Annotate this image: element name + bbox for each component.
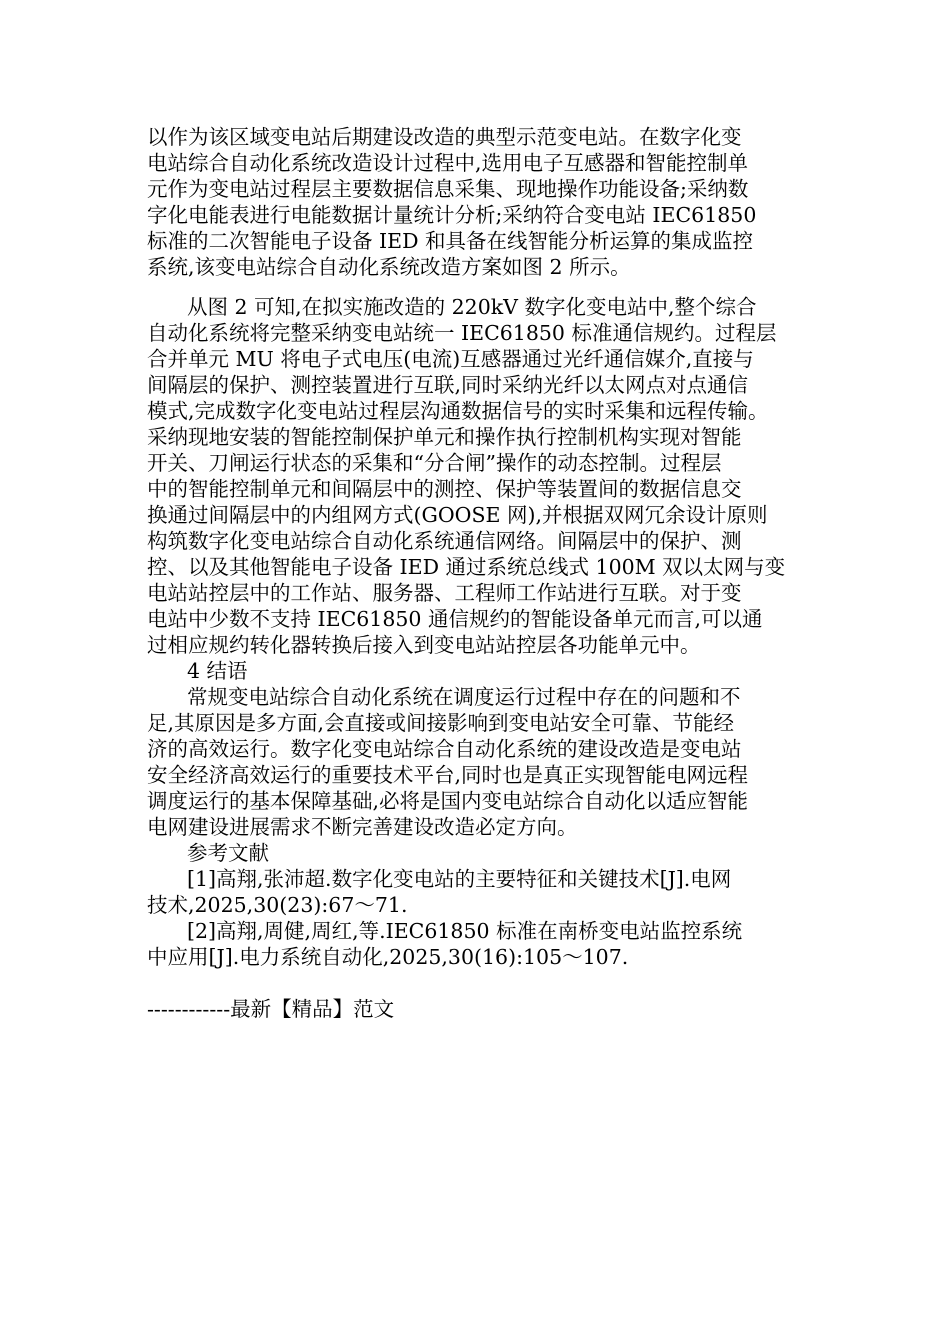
reference-item: [2]高翔,周健,周红,等.IEC61850 标准在南桥变电站监控系统 xyxy=(187,919,743,943)
text-line: 控、以及其他智能电子设备 IED 通过系统总线式 100M 双以太网与变 xyxy=(147,555,786,579)
text-line: 足,其原因是多方面,会直接或间接影响到变电站安全可靠、节能经 xyxy=(147,711,735,735)
text-line: 间隔层的保护、测控装置进行互联,同时采纳光纤以太网点对点通信 xyxy=(147,373,749,397)
reference-item: [1]高翔,张沛超.数字化变电站的主要特征和关键技术[J].电网 xyxy=(187,867,732,891)
text-line: 电站站控层中的工作站、服务器、工程师工作站进行互联。对于变 xyxy=(147,581,742,605)
text-line: 电站综合自动化系统改造设计过程中,选用电子互感器和智能控制单 xyxy=(147,151,749,175)
text-line: 标准的二次智能电子设备 IED 和具备在线智能分析运算的集成监控 xyxy=(147,229,754,253)
text-line: 元作为变电站过程层主要数据信息采集、现地操作功能设备;采纳数 xyxy=(147,177,749,201)
text-line: 济的高效运行。数字化变电站综合自动化系统的建设改造是变电站 xyxy=(147,737,742,761)
text-line: 电站中少数不支持 IEC61850 通信规约的智能设备单元而言,可以通 xyxy=(147,607,763,631)
text-line: 以作为该区域变电站后期建设改造的典型示范变电站。在数字化变 xyxy=(147,125,742,149)
text-line: 过相应规约转化器转换后接入到变电站站控层各功能单元中。 xyxy=(147,633,701,657)
reference-item: 技术,2025,30(23):67～71. xyxy=(147,893,408,917)
text-line: 调度运行的基本保障基础,必将是国内变电站综合自动化以适应智能 xyxy=(147,789,749,813)
reference-item: 中应用[J].电力系统自动化,2025,30(16):105～107. xyxy=(147,945,629,969)
text-line: 构筑数字化变电站综合自动化系统通信网络。间隔层中的保护、测 xyxy=(147,529,742,553)
text-line: 自动化系统将完整采纳变电站统一 IEC61850 标准通信规约。过程层 xyxy=(147,321,777,345)
text-line: 安全经济高效运行的重要技术平台,同时也是真正实现智能电网远程 xyxy=(147,763,749,787)
references-heading: 参考文献 xyxy=(187,841,269,865)
text-line: 合并单元 MU 将电子式电压(电流)互感器通过光纤通信媒介,直接与 xyxy=(147,347,754,371)
text-line: 换通过间隔层中的内组网方式(GOOSE 网),并根据双网冗余设计原则 xyxy=(147,503,768,527)
text-line: 采纳现地安装的智能控制保护单元和操作执行控制机构实现对智能 xyxy=(147,425,742,449)
text-line: 常规变电站综合自动化系统在调度运行过程中存在的问题和不 xyxy=(187,685,741,709)
text-line: 从图 2 可知,在拟实施改造的 220kV 数字化变电站中,整个综合 xyxy=(187,295,757,319)
footer-text: ------------最新【精品】范文 xyxy=(147,997,395,1021)
text-line: 模式,完成数字化变电站过程层沟通数据信号的实时采集和远程传输。 xyxy=(147,399,769,423)
text-line: 电网建设进展需求不断完善建设改造必定方向。 xyxy=(147,815,578,839)
text-line: 开关、刀闸运行状态的采集和“分合闸”操作的动态控制。过程层 xyxy=(147,451,722,475)
text-line: 中的智能控制单元和间隔层中的测控、保护等装置间的数据信息交 xyxy=(147,477,742,501)
text-line: 字化电能表进行电能数据计量统计分析;采纳符合变电站 IEC61850 xyxy=(147,203,757,227)
section-heading: 4 结语 xyxy=(187,659,248,683)
text-line: 系统,该变电站综合自动化系统改造方案如图 2 所示。 xyxy=(147,255,631,279)
